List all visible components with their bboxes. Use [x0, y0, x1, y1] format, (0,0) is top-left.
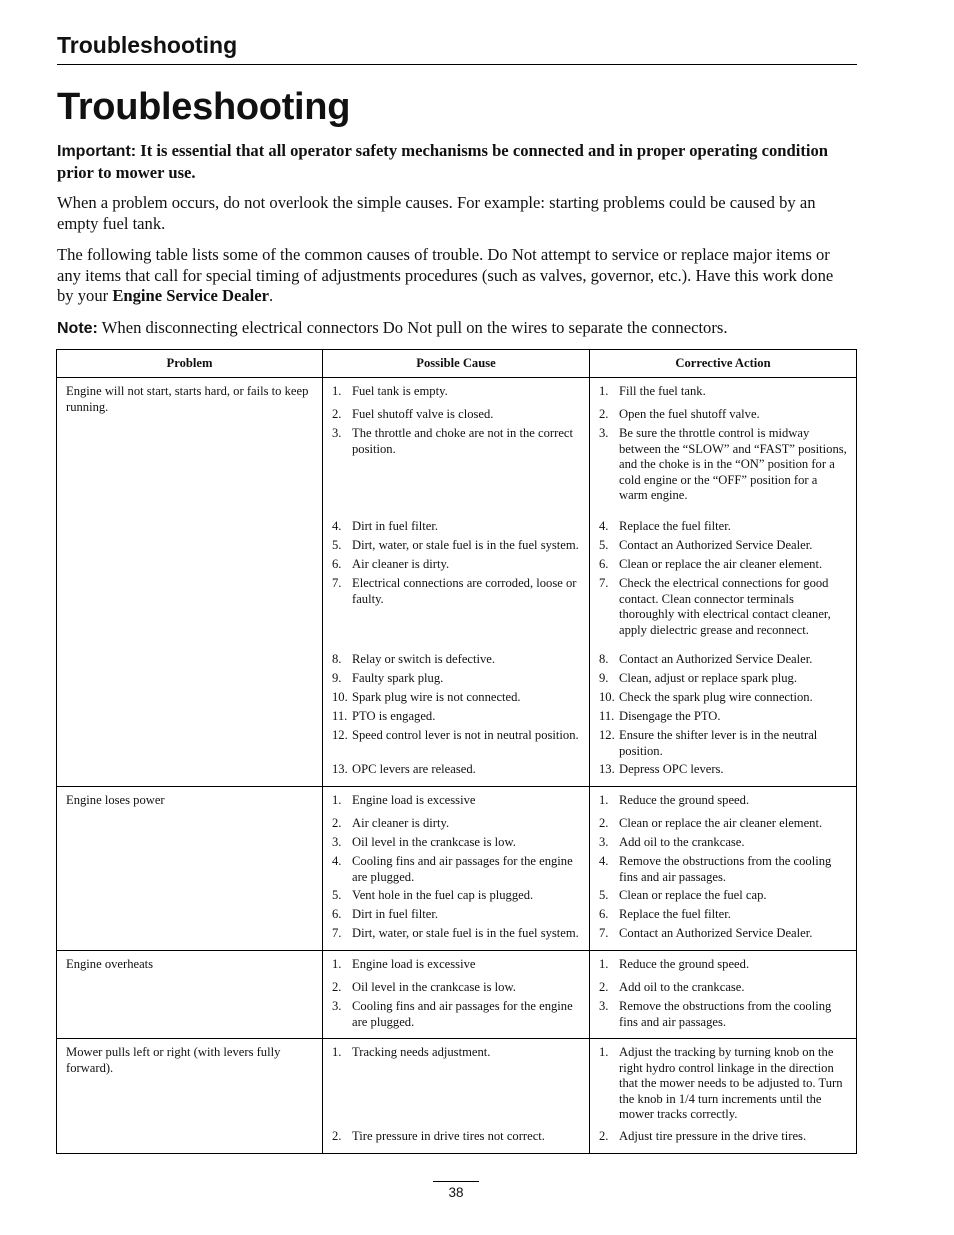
cause-item-text: Cooling fins and air passages for the engine are plugged.: [352, 999, 573, 1029]
problem-cell: [57, 951, 323, 1039]
action-item-number: 7.: [599, 576, 609, 590]
problem-text: Mower pulls left or right (with levers fully forward).: [66, 1045, 281, 1075]
service-text: The following table lists some of the common causes of trouble. Do Not attempt to service or replace major items or any items that call for special timing of adjustments procedures (such as valves, governor, etc.). Have this work done by your: [57, 245, 834, 305]
cause-item-number: 11.: [332, 709, 348, 723]
cause-item: [332, 1129, 581, 1145]
cause-cell: [323, 951, 590, 1039]
cause-item-text: PTO is engaged.: [352, 709, 436, 723]
cause-item-text: Fuel tank is empty.: [352, 384, 448, 398]
action-item: [599, 980, 848, 996]
problem-text: Engine will not start, starts hard, or fails to keep running.: [66, 384, 309, 414]
action-item: [599, 888, 848, 904]
header-corrective-action: Corrective Action: [590, 350, 857, 378]
cause-item: [332, 793, 581, 809]
cause-item-number: 1.: [332, 793, 342, 807]
action-item-number: 1.: [599, 793, 609, 807]
action-item: [599, 652, 848, 668]
page-number: 38: [448, 1185, 464, 1200]
action-item: [599, 1129, 848, 1145]
page-title: Troubleshooting: [57, 86, 351, 128]
cause-item-text: Tire pressure in drive tires not correct.: [352, 1129, 545, 1143]
action-item-number: 3.: [599, 835, 609, 849]
cause-item: [332, 407, 581, 423]
note-paragraph: [57, 318, 853, 340]
important-paragraph: [57, 141, 853, 183]
cause-item-text: Speed control lever is not in neutral position.: [352, 728, 579, 742]
cause-item-text: Air cleaner is dirty.: [352, 816, 450, 830]
action-item-text: Add oil to the crankcase.: [619, 835, 745, 849]
cause-item-number: 2.: [332, 1129, 342, 1143]
cause-item-number: 8.: [332, 652, 342, 666]
section-header-title: Troubleshooting: [57, 32, 238, 58]
cause-item-number: 1.: [332, 1045, 342, 1059]
cause-item-text: Electrical connections are corroded, loose or faulty.: [352, 576, 577, 606]
action-item-number: 2.: [599, 816, 609, 830]
action-item-number: 2.: [599, 1129, 609, 1143]
table-row: [57, 378, 857, 787]
action-item: [599, 576, 848, 638]
cause-item-number: 6.: [332, 557, 342, 571]
action-item-number: 11.: [599, 709, 615, 723]
action-item: [599, 926, 848, 942]
table-row: [57, 787, 857, 951]
cause-item-text: Dirt, water, or stale fuel is in the fuel system.: [352, 926, 579, 940]
cause-item-text: Dirt in fuel filter.: [352, 907, 439, 921]
action-item-number: 3.: [599, 426, 609, 440]
action-item-number: 2.: [599, 407, 609, 421]
action-item-text: Disengage the PTO.: [619, 709, 721, 723]
action-item: [599, 557, 848, 573]
action-item-number: 10.: [599, 690, 615, 704]
action-item-text: Contact an Authorized Service Dealer.: [619, 538, 813, 552]
action-item-text: Clean or replace the air cleaner element.: [619, 557, 823, 571]
cause-item: [332, 728, 581, 759]
action-item-number: 1.: [599, 957, 609, 971]
action-item-number: 1.: [599, 1045, 609, 1059]
cause-item-number: 2.: [332, 816, 342, 830]
cause-item-text: Relay or switch is defective.: [352, 652, 496, 666]
cause-item-text: Dirt, water, or stale fuel is in the fuel system.: [352, 538, 579, 552]
note-text: When disconnecting electrical connectors Do Not pull on the wires to separate the connectors.: [101, 318, 728, 337]
cause-item-number: 1.: [332, 957, 342, 971]
action-item-number: 4.: [599, 519, 609, 533]
cause-item-text: Dirt in fuel filter.: [352, 519, 439, 533]
action-item-text: Check the spark plug wire connection.: [619, 690, 813, 704]
action-item-number: 5.: [599, 888, 609, 902]
action-item: [599, 835, 848, 851]
cause-item: [332, 762, 581, 778]
action-item: [599, 957, 848, 973]
action-item: [599, 728, 848, 759]
action-item: [599, 907, 848, 923]
cause-item-text: OPC levers are released.: [352, 762, 476, 776]
table-header-row: [57, 350, 857, 378]
cause-item-number: 9.: [332, 671, 342, 685]
action-item: [599, 1045, 848, 1123]
cause-item-number: 3.: [332, 835, 342, 849]
action-item: [599, 854, 848, 885]
cause-cell: [323, 787, 590, 951]
action-item: [599, 762, 848, 778]
cause-item-text: Faulty spark plug.: [352, 671, 444, 685]
action-item-number: 7.: [599, 926, 609, 940]
cause-item: [332, 1045, 581, 1123]
action-item-text: Replace the fuel filter.: [619, 519, 731, 533]
cause-cell: [323, 378, 590, 787]
action-cell: [590, 1039, 857, 1154]
header-possible-cause: Possible Cause: [323, 350, 590, 378]
cause-item: [332, 671, 581, 687]
action-item-text: Open the fuel shutoff valve.: [619, 407, 760, 421]
action-item-text: Clean, adjust or replace spark plug.: [619, 671, 798, 685]
cause-item: [332, 926, 581, 942]
cause-item: [332, 557, 581, 573]
action-item-number: 6.: [599, 557, 609, 571]
problem-cell: [57, 787, 323, 951]
action-item-text: Contact an Authorized Service Dealer.: [619, 652, 813, 666]
cause-item: [332, 835, 581, 851]
action-item: [599, 690, 848, 706]
action-item: [599, 384, 848, 400]
action-cell: [590, 951, 857, 1039]
cause-item: [332, 888, 581, 904]
action-item: [599, 426, 848, 504]
service-paragraph: [57, 245, 853, 307]
action-item: [599, 519, 848, 535]
action-item-text: Replace the fuel filter.: [619, 907, 731, 921]
cause-item-text: Spark plug wire is not connected.: [352, 690, 521, 704]
important-text: It is essential that all operator safety mechanisms be connected and in proper operating condition prior to mower use.: [57, 141, 828, 182]
action-item-number: 3.: [599, 999, 609, 1013]
cause-cell: [323, 1039, 590, 1154]
cause-item-text: Oil level in the crankcase is low.: [352, 835, 516, 849]
action-item-text: Depress OPC levers.: [619, 762, 724, 776]
cause-item: [332, 907, 581, 923]
cause-item-number: 1.: [332, 384, 342, 398]
important-label: Important:: [57, 143, 137, 160]
cause-item: [332, 709, 581, 725]
action-item: [599, 793, 848, 809]
action-item-number: 4.: [599, 854, 609, 868]
action-item-text: Add oil to the crankcase.: [619, 980, 745, 994]
cause-item: [332, 690, 581, 706]
action-item: [599, 999, 848, 1030]
action-cell: [590, 378, 857, 787]
cause-item: [332, 538, 581, 554]
page-number-rule: [433, 1181, 479, 1182]
action-item-number: 6.: [599, 907, 609, 921]
problem-text: Engine overheats: [66, 957, 154, 971]
problem-cell: [57, 1039, 323, 1154]
cause-item-number: 3.: [332, 426, 342, 440]
cause-item-number: 12.: [332, 728, 348, 742]
cause-item-number: 5.: [332, 538, 342, 552]
action-item-text: Reduce the ground speed.: [619, 957, 750, 971]
cause-item: [332, 426, 581, 504]
cause-item: [332, 957, 581, 973]
header-problem: Problem: [57, 350, 323, 378]
action-item-text: Check the electrical connections for good contact. Clean connector terminals thoroughly with electrical contact cleaner, apply dielectric grease and reconnect.: [619, 576, 831, 637]
action-item-number: 2.: [599, 980, 609, 994]
action-item-number: 13.: [599, 762, 615, 776]
table-row: [57, 1039, 857, 1154]
action-item-text: Adjust the tracking by turning knob on the right hydro control linkage in the direction that the mower needs to be adjusted to. Turn the knob in 1/4 turn increments until the mower tracks correctly.: [619, 1045, 843, 1121]
cause-item-number: 6.: [332, 907, 342, 921]
action-cell: [590, 787, 857, 951]
cause-item: [332, 854, 581, 885]
action-item-text: Clean or replace the air cleaner element.: [619, 816, 823, 830]
cause-item: [332, 652, 581, 668]
service-dealer-bold: Engine Service Dealer: [112, 286, 269, 305]
action-item: [599, 709, 848, 725]
action-item-text: Clean or replace the fuel cap.: [619, 888, 767, 902]
cause-item-text: Vent hole in the fuel cap is plugged.: [352, 888, 534, 902]
action-item-number: 9.: [599, 671, 609, 685]
cause-item: [332, 384, 581, 400]
action-item-text: Reduce the ground speed.: [619, 793, 750, 807]
action-item-number: 1.: [599, 384, 609, 398]
table-row: [57, 951, 857, 1039]
cause-item-text: Oil level in the crankcase is low.: [352, 980, 516, 994]
action-item-number: 8.: [599, 652, 609, 666]
cause-item-number: 4.: [332, 854, 342, 868]
cause-item: [332, 999, 581, 1030]
cause-item-number: 4.: [332, 519, 342, 533]
intro-paragraph: When a problem occurs, do not overlook the simple causes. For example: starting problems could be caused by an empty fuel tank.: [57, 193, 816, 233]
cause-item-number: 5.: [332, 888, 342, 902]
cause-item-text: The throttle and choke are not in the correct position.: [352, 426, 573, 456]
action-item-text: Be sure the throttle control is midway between the “SLOW” and “FAST” positions, and the choke is in the “ON” position for a cold engine or the “OFF” position for a warm engine.: [619, 426, 847, 502]
note-label: Note:: [57, 320, 98, 337]
header-rule: [57, 64, 857, 65]
problem-text: Engine loses power: [66, 793, 165, 807]
cause-item-number: 7.: [332, 926, 342, 940]
cause-item-text: Engine load is excessive: [352, 957, 476, 971]
problem-cell: [57, 378, 323, 787]
cause-item: [332, 816, 581, 832]
cause-item-number: 2.: [332, 407, 342, 421]
action-item-text: Ensure the shifter lever is in the neutral position.: [619, 728, 818, 758]
cause-item-number: 7.: [332, 576, 342, 590]
action-item-number: 5.: [599, 538, 609, 552]
cause-item-number: 10.: [332, 690, 348, 704]
service-end: .: [269, 286, 274, 305]
cause-item-number: 2.: [332, 980, 342, 994]
cause-item-text: Tracking needs adjustment.: [352, 1045, 491, 1059]
cause-item-text: Fuel shutoff valve is closed.: [352, 407, 494, 421]
action-item-text: Adjust tire pressure in the drive tires.: [619, 1129, 807, 1143]
cause-item-text: Engine load is excessive: [352, 793, 476, 807]
action-item-text: Contact an Authorized Service Dealer.: [619, 926, 813, 940]
cause-item-text: Cooling fins and air passages for the engine are plugged.: [352, 854, 573, 884]
action-item: [599, 407, 848, 423]
cause-item: [332, 980, 581, 996]
action-item-text: Fill the fuel tank.: [619, 384, 706, 398]
cause-item: [332, 576, 581, 638]
cause-item-text: Air cleaner is dirty.: [352, 557, 450, 571]
action-item-text: Remove the obstructions from the cooling fins and air passages.: [619, 999, 832, 1029]
cause-item-number: 3.: [332, 999, 342, 1013]
action-item: [599, 816, 848, 832]
action-item-number: 12.: [599, 728, 615, 742]
cause-item-number: 13.: [332, 762, 348, 776]
action-item: [599, 538, 848, 554]
troubleshooting-table: [56, 349, 857, 1154]
action-item-text: Remove the obstructions from the cooling fins and air passages.: [619, 854, 832, 884]
cause-item: [332, 519, 581, 535]
action-item: [599, 671, 848, 687]
